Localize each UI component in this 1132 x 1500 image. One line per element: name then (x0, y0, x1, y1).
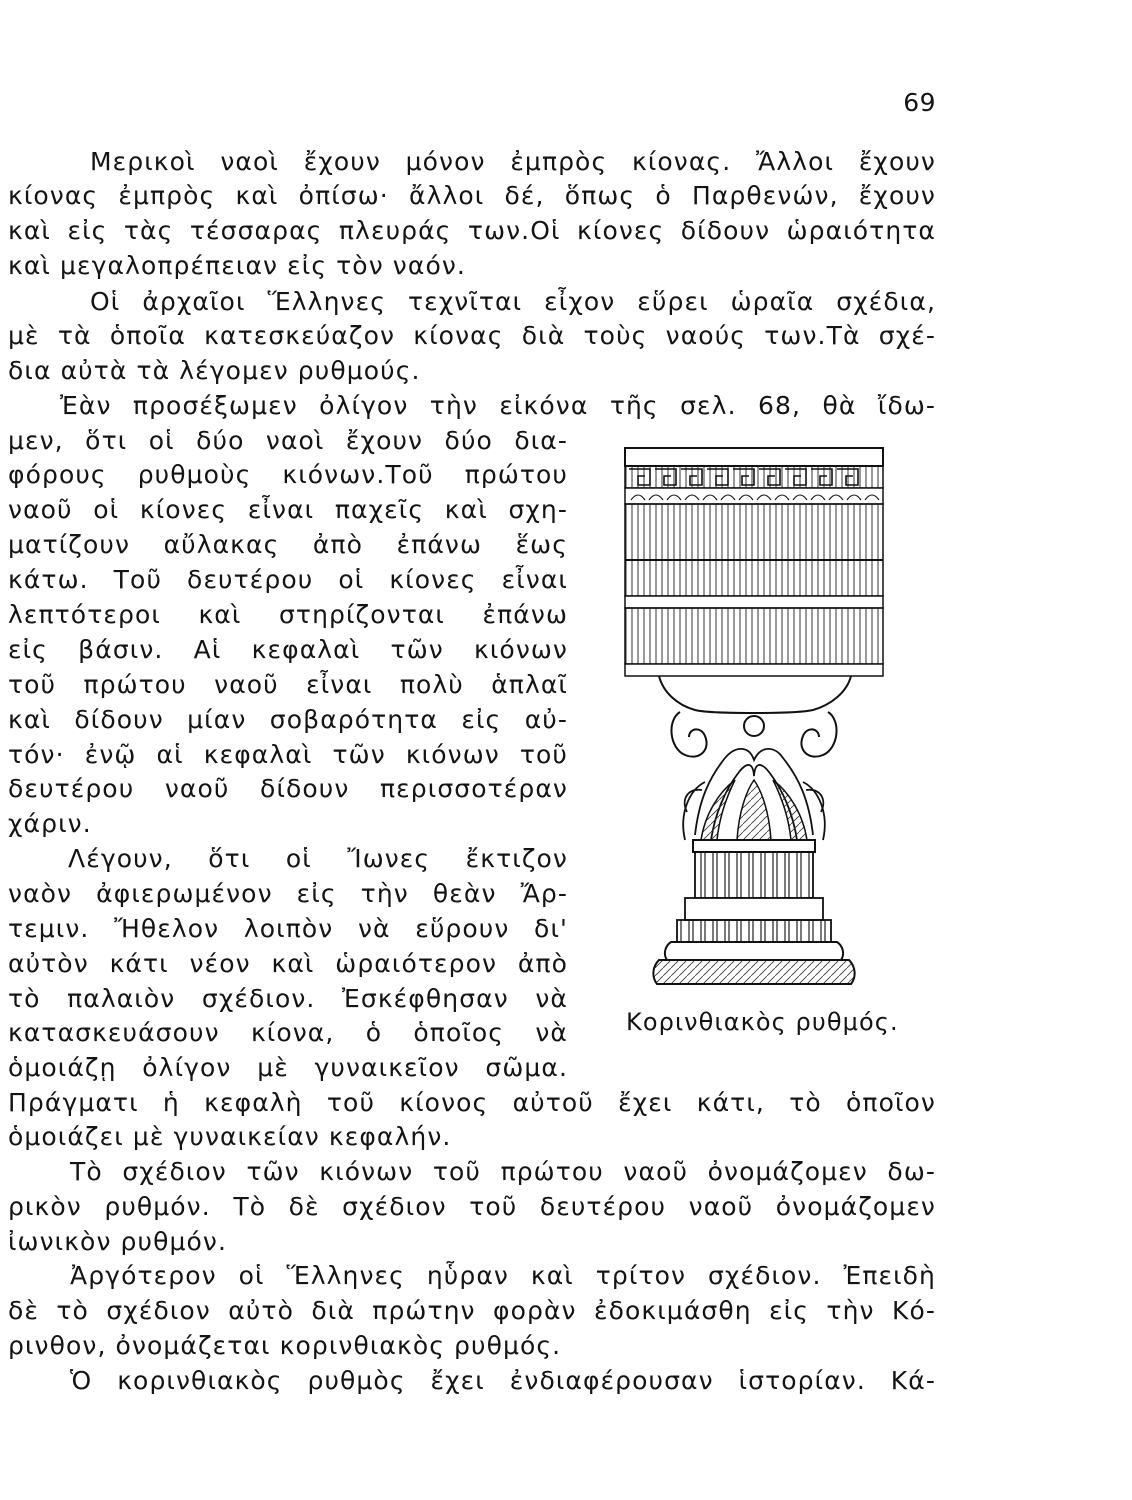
body-line-1: Μερικοὶ ναοὶ ἔχουν μόνον ἐμπρὸς κίονας. Ἄλλοι ἔχουν (90, 147, 936, 176)
side-line-2: φόρους ρυθμοὺς κιόνων.Τοῦ πρώτου (8, 460, 568, 489)
side-line-4: ματίζουν αὔλακας ἀπὸ ἐπάνω ἕως (8, 530, 568, 559)
side-line-6: λεπτότεροι καὶ στηρίζονται ἐπάνω (8, 600, 568, 629)
side-line-5: κάτω. Τοῦ δευτέρου οἱ κίονες εἶναι (8, 565, 568, 594)
body-line-7: δια αὐτὰ τὰ λέγομεν ρυθμούς. (8, 356, 421, 385)
body-line-6: μὲ τὰ ὁποῖα κατεσκεύαζον κίονας διὰ τοὺς ναούς των.Τὰ σχέ- (8, 321, 936, 350)
body-line-15: δὲ τὸ σχέδιον αὐτὸ διὰ πρώτην φορὰν ἐδοκιμάσθη εἰς τὴν Κό- (8, 1296, 936, 1325)
side-line-17: τὸ παλαιὸν σχέδιον. Ἐσκέφθησαν νὰ (8, 984, 568, 1013)
body-line-14: Ἀργότερον οἱ Ἕλληνες ηὗραν καὶ τρίτον σχέδιον. Ἐπειδὴ (70, 1261, 936, 1290)
body-line-4: καὶ μεγαλοπρέπειαν εἰς τὸν ναόν. (8, 251, 466, 280)
body-line-9: Πράγματι ἡ κεφαλὴ τοῦ κίονος αὐτοῦ ἔχει κάτι, τὸ ὁποῖον (8, 1088, 936, 1117)
side-line-3: ναοῦ οἱ κίονες εἶναι παχεῖς καὶ σχη- (8, 495, 568, 524)
page-number: 69 (903, 88, 936, 117)
side-line-10: τόν· ἐνῷ αἱ κεφαλαὶ τῶν κιόνων τοῦ (8, 740, 568, 769)
side-line-15: τεμιν. Ἤθελον λοιπὸν νὰ εὕρουν δι' (8, 914, 568, 943)
corinthian-capital-icon (607, 440, 911, 992)
body-line-11: Τὸ σχέδιον τῶν κιόνων τοῦ πρώτου ναοῦ ὀνομάζομεν δω- (70, 1157, 936, 1186)
body-line-17: Ὁ κορινθιακὸς ρυθμὸς ἔχει ἐνδιαφέρουσαν ἱστορίαν. Κά- (70, 1366, 936, 1395)
side-line-14: ναὸν ἀφιερωμένον εἰς τὴν θεὰν Ἄρ- (8, 879, 568, 908)
body-line-16: ρινθον, ὀνομάζεται κορινθιακὸς ρυθμός. (8, 1331, 562, 1360)
side-line-8: τοῦ πρώτου ναοῦ εἶναι πολὺ ἁπλαῖ (8, 670, 568, 699)
body-line-5: Οἱ ἀρχαῖοι Ἕλληνες τεχνῖται εἶχον εὕρει ὡραῖα σχέδια, (90, 287, 936, 316)
side-line-1: μεν, ὅτι οἱ δύο ναοὶ ἔχουν δύο δια- (8, 426, 568, 455)
figure-caption: Κορινθιακὸς ρυθμός. (626, 1008, 899, 1036)
side-line-9: καὶ δίδουν μίαν σοβαρότητα εἰς αὐ- (8, 705, 568, 734)
body-line-3: καὶ εἰς τὰς τέσσαρας πλευράς των.Οἱ κίονες δίδουν ὡραιότητα (8, 216, 936, 245)
side-line-19: ὁμοιάζῃ ὀλίγον μὲ γυναικεῖον σῶμα. (8, 1053, 568, 1082)
body-line-12: ρικὸν ρυθμόν. Τὸ δὲ σχέδιον τοῦ δευτέρου ναοῦ ὀνομάζομεν (8, 1192, 936, 1221)
body-line-2: κίονας ἐμπρὸς καὶ ὀπίσω· ἄλλοι δέ, ὅπως ὁ Παρθενών, ἔχουν (8, 181, 936, 210)
side-line-18: κατασκευάσουν κίονα, ὁ ὁποῖος νὰ (8, 1018, 568, 1047)
side-line-7: εἰς βάσιν. Αἱ κεφαλαὶ τῶν κιόνων (8, 635, 568, 664)
body-line-8: Ἐὰν προσέξωμεν ὀλίγον τὴν εἰκόνα τῆς σελ. 68, θὰ ἴδω- (60, 391, 936, 420)
side-line-16: αὐτὸν κάτι νέον καὶ ὡραιότερον ἀπὸ (8, 949, 568, 978)
side-line-13: Λέγουν, ὅτι οἱ Ἴωνες ἔκτιζον (68, 844, 568, 873)
side-line-11: δευτέρου ναοῦ δίδουν περισσοτέραν (8, 774, 568, 803)
body-line-10: ὁμοιάζει μὲ γυναικείαν κεφαλήν. (8, 1122, 452, 1151)
side-line-12: χάριν. (8, 809, 92, 838)
body-line-13: ἰωνικὸν ρυθμόν. (8, 1227, 228, 1256)
